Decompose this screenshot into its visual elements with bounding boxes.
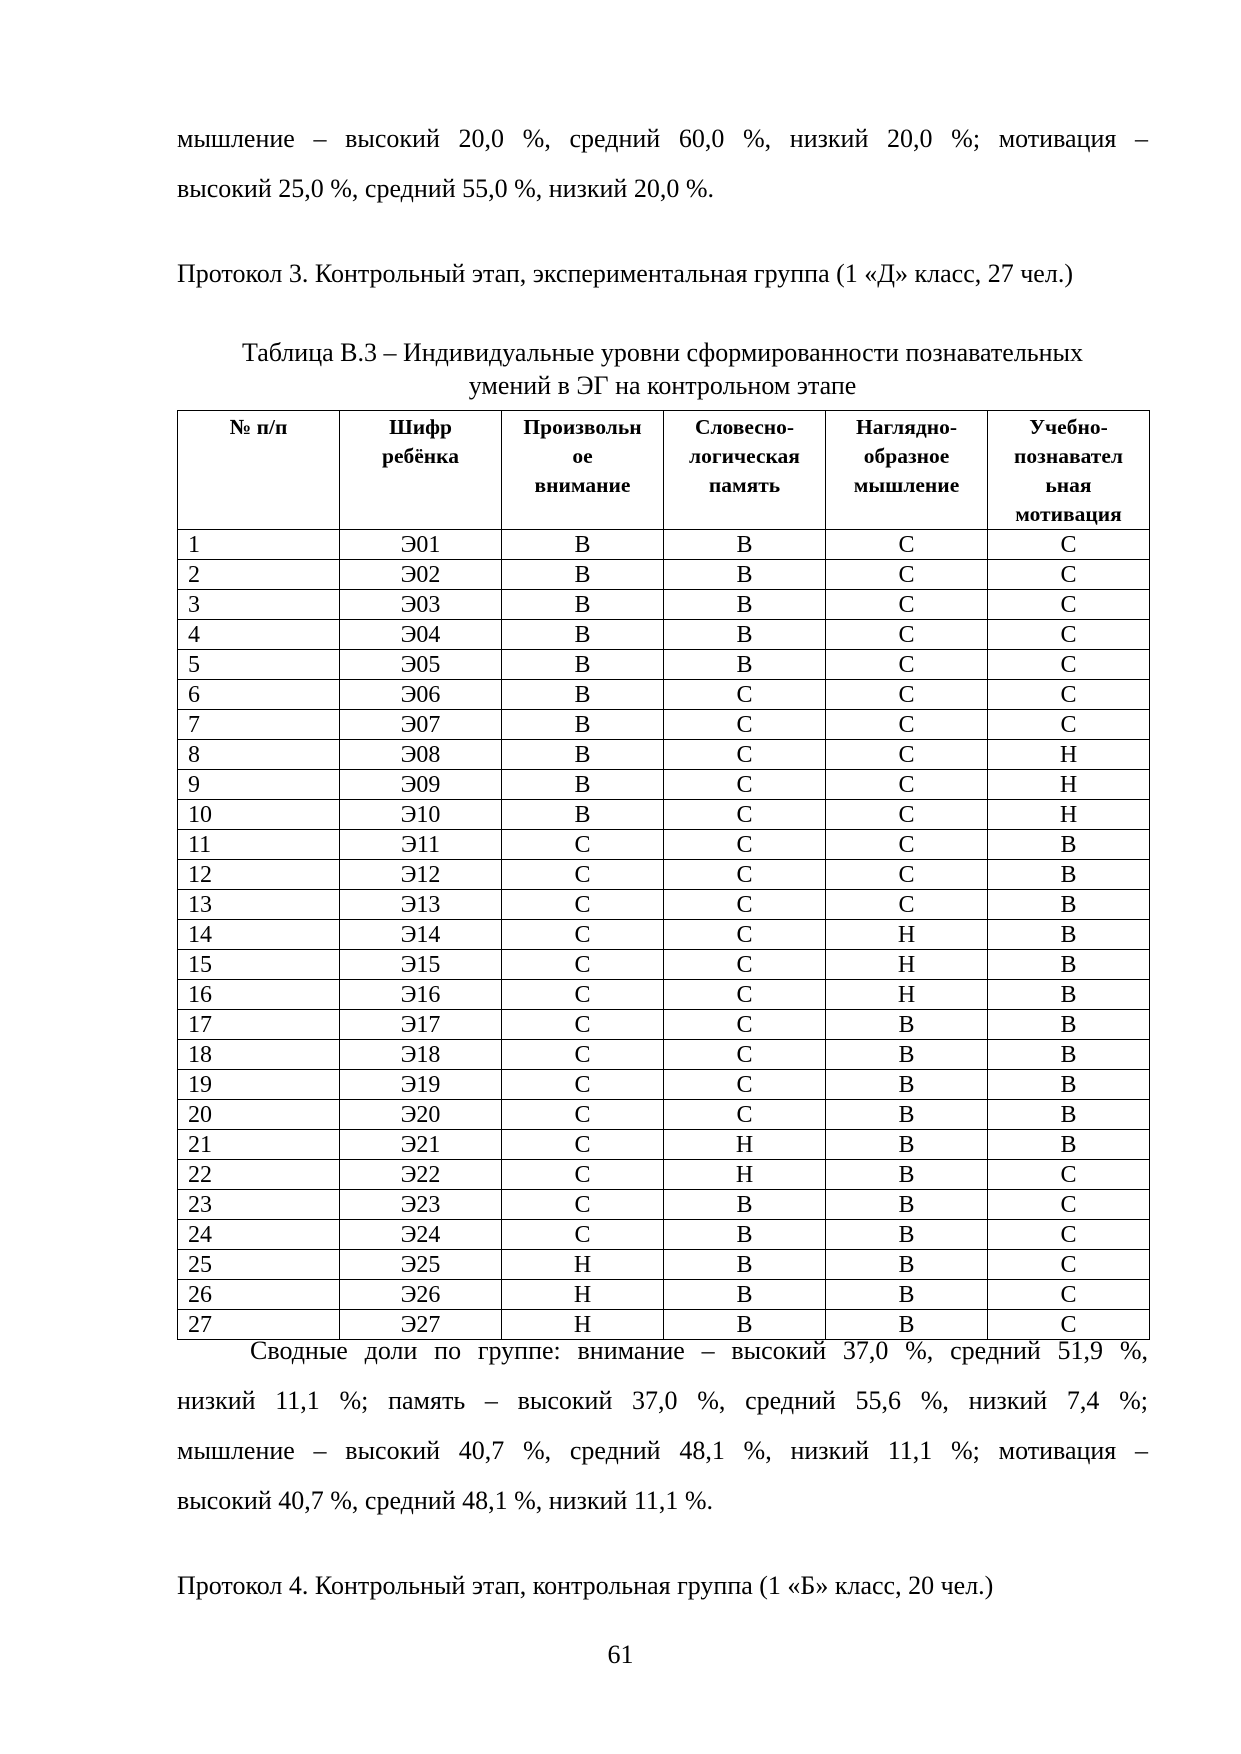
cell-number: 19: [178, 1070, 340, 1100]
cell-memory: В: [664, 590, 826, 620]
table-row: [178, 770, 1150, 800]
cell-number: 12: [178, 860, 340, 890]
cell-memory: С: [664, 1010, 826, 1040]
cell-child-code: Э20: [340, 1100, 502, 1130]
cell-memory: В: [664, 1310, 826, 1340]
table-row: [178, 1070, 1150, 1100]
cell-attention: В: [502, 680, 664, 710]
cell-thinking: В: [826, 1130, 988, 1160]
cell-child-code: Э10: [340, 800, 502, 830]
cell-child-code: Э19: [340, 1070, 502, 1100]
cell-attention: С: [502, 920, 664, 950]
cell-memory: С: [664, 740, 826, 770]
cell-number: 8: [178, 740, 340, 770]
cell-motivation: Н: [988, 770, 1150, 800]
cell-thinking: В: [826, 1100, 988, 1130]
cell-memory: С: [664, 770, 826, 800]
table-row: [178, 620, 1150, 650]
cell-thinking: В: [826, 1250, 988, 1280]
table-row: [178, 710, 1150, 740]
table-row: [178, 530, 1150, 560]
table-row: [178, 680, 1150, 710]
cell-child-code: Э07: [340, 710, 502, 740]
cell-thinking: С: [826, 770, 988, 800]
table-row: [178, 1250, 1150, 1280]
cell-motivation: С: [988, 560, 1150, 590]
cell-motivation: С: [988, 1160, 1150, 1190]
cell-thinking: Н: [826, 980, 988, 1010]
cell-number: 17: [178, 1010, 340, 1040]
cell-number: 24: [178, 1220, 340, 1250]
cell-thinking: С: [826, 650, 988, 680]
cell-memory: С: [664, 860, 826, 890]
cell-child-code: Э16: [340, 980, 502, 1010]
cell-memory: С: [664, 680, 826, 710]
paragraph-line: мышление – высокий 20,0 %, средний 60,0 %, низкий 20,0 %; мотивация –: [177, 124, 1148, 153]
cell-number: 4: [178, 620, 340, 650]
cell-thinking: С: [826, 830, 988, 860]
cell-memory: С: [664, 950, 826, 980]
cell-memory: С: [664, 800, 826, 830]
paragraph-results-continued: [177, 114, 1148, 214]
table-caption-line: Таблица В.3 – Индивидуальные уровни сформированности познавательных: [241, 338, 1084, 367]
cell-motivation: С: [988, 650, 1150, 680]
column-header-attention: Произвольн ое внимание: [502, 411, 664, 530]
cell-thinking: В: [826, 1040, 988, 1070]
cell-memory: В: [664, 1220, 826, 1250]
cell-number: 21: [178, 1130, 340, 1160]
paragraph-group-summary: [177, 1326, 1148, 1526]
protocol-3-heading: Протокол 3. Контрольный этап, экспериментальная группа (1 «Д» класс, 27 чел.): [177, 259, 1073, 288]
cell-thinking: В: [826, 1010, 988, 1040]
cell-attention: В: [502, 590, 664, 620]
cell-attention: С: [502, 980, 664, 1010]
cell-child-code: Э06: [340, 680, 502, 710]
table-row: [178, 1190, 1150, 1220]
cell-motivation: В: [988, 860, 1150, 890]
table-row: [178, 830, 1150, 860]
paragraph-line: мышление – высокий 40,7 %, средний 48,1 %, низкий 11,1 %; мотивация –: [177, 1436, 1148, 1465]
cell-thinking: В: [826, 1310, 988, 1340]
table-row: [178, 560, 1150, 590]
results-table: [177, 410, 1150, 1340]
cell-motivation: В: [988, 1040, 1150, 1070]
cell-motivation: В: [988, 980, 1150, 1010]
cell-child-code: Э26: [340, 1280, 502, 1310]
cell-thinking: С: [826, 710, 988, 740]
cell-attention: С: [502, 1070, 664, 1100]
cell-thinking: С: [826, 890, 988, 920]
cell-number: 10: [178, 800, 340, 830]
cell-child-code: Э04: [340, 620, 502, 650]
table-caption: [177, 336, 1148, 402]
cell-memory: С: [664, 1040, 826, 1070]
cell-memory: С: [664, 920, 826, 950]
cell-memory: С: [664, 710, 826, 740]
cell-number: 20: [178, 1100, 340, 1130]
table-row: [178, 1220, 1150, 1250]
cell-number: 6: [178, 680, 340, 710]
cell-attention: С: [502, 1160, 664, 1190]
cell-memory: В: [664, 530, 826, 560]
cell-motivation: С: [988, 590, 1150, 620]
cell-attention: С: [502, 1190, 664, 1220]
cell-child-code: Э09: [340, 770, 502, 800]
cell-motivation: С: [988, 680, 1150, 710]
cell-number: 1: [178, 530, 340, 560]
cell-number: 11: [178, 830, 340, 860]
cell-thinking: В: [826, 1280, 988, 1310]
cell-thinking: С: [826, 740, 988, 770]
cell-child-code: Э08: [340, 740, 502, 770]
cell-child-code: Э27: [340, 1310, 502, 1340]
cell-child-code: Э13: [340, 890, 502, 920]
cell-child-code: Э14: [340, 920, 502, 950]
cell-attention: С: [502, 890, 664, 920]
cell-attention: В: [502, 710, 664, 740]
cell-memory: С: [664, 830, 826, 860]
cell-attention: С: [502, 1220, 664, 1250]
cell-number: 14: [178, 920, 340, 950]
cell-child-code: Э23: [340, 1190, 502, 1220]
cell-attention: В: [502, 770, 664, 800]
table-row: [178, 740, 1150, 770]
cell-attention: С: [502, 1040, 664, 1070]
table-row: [178, 650, 1150, 680]
cell-child-code: Э02: [340, 560, 502, 590]
column-header-motivation: Учебно- познавател ьная мотивация: [988, 411, 1150, 530]
cell-number: 25: [178, 1250, 340, 1280]
cell-motivation: В: [988, 1100, 1150, 1130]
cell-number: 27: [178, 1310, 340, 1340]
page-number: 61: [607, 1640, 634, 1669]
cell-thinking: С: [826, 680, 988, 710]
cell-thinking: В: [826, 1220, 988, 1250]
cell-memory: Н: [664, 1130, 826, 1160]
cell-number: 22: [178, 1160, 340, 1190]
cell-number: 9: [178, 770, 340, 800]
cell-child-code: Э15: [340, 950, 502, 980]
cell-attention: В: [502, 560, 664, 590]
cell-thinking: С: [826, 530, 988, 560]
column-header-thinking: Наглядно- образное мышление: [826, 411, 988, 530]
cell-attention: В: [502, 530, 664, 560]
cell-attention: С: [502, 1100, 664, 1130]
paragraph-line: высокий 40,7 %, средний 48,1 %, низкий 11,1 %.: [177, 1486, 714, 1515]
cell-motivation: В: [988, 890, 1150, 920]
cell-child-code: Э05: [340, 650, 502, 680]
cell-memory: В: [664, 620, 826, 650]
column-header-memory: Словесно- логическая память: [664, 411, 826, 530]
cell-attention: Н: [502, 1310, 664, 1340]
table-body: [178, 530, 1150, 1340]
cell-number: 16: [178, 980, 340, 1010]
cell-child-code: Э22: [340, 1160, 502, 1190]
table-caption-line: умений в ЭГ на контрольном этапе: [468, 371, 857, 400]
table-row: [178, 800, 1150, 830]
cell-attention: С: [502, 860, 664, 890]
cell-child-code: Э24: [340, 1220, 502, 1250]
cell-attention: Н: [502, 1280, 664, 1310]
cell-thinking: С: [826, 620, 988, 650]
cell-motivation: В: [988, 1070, 1150, 1100]
cell-attention: В: [502, 800, 664, 830]
cell-attention: Н: [502, 1250, 664, 1280]
cell-motivation: С: [988, 620, 1150, 650]
cell-motivation: В: [988, 1130, 1150, 1160]
table-row: [178, 590, 1150, 620]
cell-motivation: С: [988, 1190, 1150, 1220]
cell-memory: В: [664, 650, 826, 680]
table-row: [178, 1160, 1150, 1190]
cell-motivation: Н: [988, 800, 1150, 830]
paragraph-line: низкий 11,1 %; память – высокий 37,0 %, средний 55,6 %, низкий 7,4 %;: [177, 1386, 1148, 1415]
cell-memory: С: [664, 1070, 826, 1100]
table-row: [178, 890, 1150, 920]
cell-attention: С: [502, 950, 664, 980]
cell-memory: В: [664, 560, 826, 590]
cell-child-code: Э11: [340, 830, 502, 860]
table-row: [178, 860, 1150, 890]
cell-child-code: Э18: [340, 1040, 502, 1070]
cell-motivation: С: [988, 1280, 1150, 1310]
cell-motivation: С: [988, 1220, 1150, 1250]
cell-number: 13: [178, 890, 340, 920]
cell-attention: В: [502, 620, 664, 650]
table-row: [178, 980, 1150, 1010]
cell-attention: С: [502, 1010, 664, 1040]
cell-attention: В: [502, 650, 664, 680]
cell-thinking: С: [826, 560, 988, 590]
cell-motivation: С: [988, 530, 1150, 560]
cell-thinking: В: [826, 1070, 988, 1100]
cell-thinking: Н: [826, 920, 988, 950]
cell-number: 2: [178, 560, 340, 590]
cell-child-code: Э01: [340, 530, 502, 560]
cell-thinking: В: [826, 1190, 988, 1220]
cell-memory: В: [664, 1250, 826, 1280]
column-header-child-code: Шифр ребёнка: [340, 411, 502, 530]
table-row: [178, 1130, 1150, 1160]
cell-motivation: В: [988, 830, 1150, 860]
cell-thinking: С: [826, 860, 988, 890]
cell-thinking: Н: [826, 950, 988, 980]
table-row: [178, 1010, 1150, 1040]
table-row: [178, 1280, 1150, 1310]
cell-number: 26: [178, 1280, 340, 1310]
cell-child-code: Э25: [340, 1250, 502, 1280]
cell-child-code: Э12: [340, 860, 502, 890]
cell-child-code: Э17: [340, 1010, 502, 1040]
paragraph-line: Сводные доли по группе: внимание – высокий 37,0 %, средний 51,9 %,: [250, 1336, 1148, 1365]
cell-attention: С: [502, 1130, 664, 1160]
table-header-row: [178, 411, 1150, 530]
cell-number: 5: [178, 650, 340, 680]
cell-number: 7: [178, 710, 340, 740]
cell-memory: Н: [664, 1160, 826, 1190]
cell-motivation: С: [988, 1250, 1150, 1280]
cell-child-code: Э03: [340, 590, 502, 620]
table-row: [178, 950, 1150, 980]
cell-motivation: В: [988, 1010, 1150, 1040]
cell-motivation: С: [988, 710, 1150, 740]
cell-attention: С: [502, 830, 664, 860]
paragraph-line: высокий 25,0 %, средний 55,0 %, низкий 20,0 %.: [177, 174, 714, 203]
cell-memory: С: [664, 890, 826, 920]
cell-number: 18: [178, 1040, 340, 1070]
cell-thinking: В: [826, 1160, 988, 1190]
cell-child-code: Э21: [340, 1130, 502, 1160]
table-row: [178, 1100, 1150, 1130]
cell-motivation: В: [988, 920, 1150, 950]
cell-number: 15: [178, 950, 340, 980]
table-row: [178, 1040, 1150, 1070]
cell-thinking: С: [826, 590, 988, 620]
table-row: [178, 920, 1150, 950]
cell-thinking: С: [826, 800, 988, 830]
cell-motivation: В: [988, 950, 1150, 980]
cell-memory: С: [664, 1100, 826, 1130]
column-header-number: № п/п: [178, 411, 340, 530]
protocol-4-heading: Протокол 4. Контрольный этап, контрольная группа (1 «Б» класс, 20 чел.): [177, 1571, 994, 1600]
cell-memory: В: [664, 1190, 826, 1220]
cell-motivation: Н: [988, 740, 1150, 770]
cell-number: 23: [178, 1190, 340, 1220]
cell-number: 3: [178, 590, 340, 620]
cell-memory: В: [664, 1280, 826, 1310]
cell-memory: С: [664, 980, 826, 1010]
cell-attention: В: [502, 740, 664, 770]
cell-motivation: С: [988, 1310, 1150, 1340]
